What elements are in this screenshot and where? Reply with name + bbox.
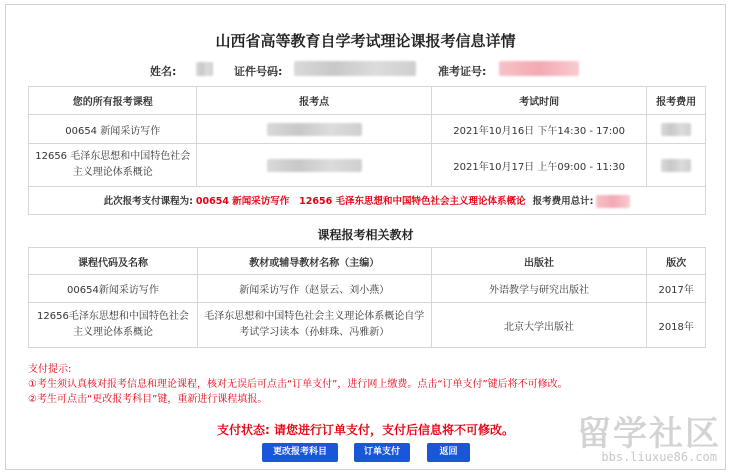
watermark-url: bbs.liuxue86.com xyxy=(601,450,717,464)
order-pay-button[interactable]: 订单支付 xyxy=(354,443,410,462)
material-edition-cell: 2018年 xyxy=(647,303,706,348)
materials-title: 课程报考相关教材 xyxy=(317,228,414,242)
fee-redacted xyxy=(661,123,691,136)
tips-line-2: ②考生可点击“更改报考科目”键，重新进行课程填报。 xyxy=(28,394,268,405)
exam-site-redacted xyxy=(267,123,362,136)
col-header: 教材或辅导教材名称（主编） xyxy=(197,248,431,275)
payment-status: 支付状态: 请您进行订单支付，支付后信息将不可修改。 xyxy=(217,423,514,437)
col-header: 考试时间 xyxy=(431,87,646,115)
col-header: 您的所有报考课程 xyxy=(29,87,197,115)
table-row xyxy=(29,275,706,303)
courses-table xyxy=(28,86,706,215)
col-header: 版次 xyxy=(647,248,706,275)
material-book-cell: 毛泽东思想和中国特色社会主义理论体系概论自学考试学习读本（孙蚌珠、冯雅新） xyxy=(197,303,431,348)
payment-tips xyxy=(28,362,568,407)
materials-header-row xyxy=(29,248,706,275)
fee-redacted xyxy=(661,159,691,172)
exam-site-cell xyxy=(197,144,431,187)
col-header: 出版社 xyxy=(431,248,647,275)
col-header: 报考点 xyxy=(197,87,431,115)
fee-total-redacted xyxy=(596,195,630,208)
ticket-label: 准考证号: xyxy=(438,65,487,78)
id-redacted xyxy=(294,61,416,76)
table-row xyxy=(29,144,706,187)
exam-site-cell xyxy=(197,115,431,144)
fee-cell xyxy=(647,115,706,144)
name-label: 姓名: xyxy=(150,65,177,78)
course-cell: 00654 新闻采访写作 xyxy=(29,115,197,144)
summary-row xyxy=(29,187,706,215)
watermark-logo: 留学社区 xyxy=(577,414,721,454)
summary-cell xyxy=(29,187,706,215)
table-row xyxy=(29,115,706,144)
material-course-cell: 00654新闻采访写作 xyxy=(29,275,198,303)
fee-cell xyxy=(647,144,706,187)
material-edition-cell: 2017年 xyxy=(647,275,706,303)
courses-header-row xyxy=(29,87,706,115)
fee-total-label: 报考费用总计: xyxy=(532,196,594,207)
exam-time-cell: 2021年10月16日 下午14:30 - 17:00 xyxy=(431,115,646,144)
material-course-cell: 12656毛泽东思想和中国特色社会主义理论体系概论 xyxy=(29,303,198,348)
id-label: 证件号码: xyxy=(234,65,283,78)
materials-table xyxy=(28,247,706,348)
page-title: 山西省高等教育自学考试理论课报考信息详情 xyxy=(215,32,516,50)
col-header: 课程代码及名称 xyxy=(29,248,198,275)
col-header: 报考费用 xyxy=(647,87,706,115)
summary-label: 此次报考支付课程为: xyxy=(103,196,193,207)
back-button[interactable]: 返回 xyxy=(427,443,470,462)
summary-courses: 00654 新闻采访写作 12656 毛泽东思想和中国特色社会主义理论体系概论 xyxy=(195,196,526,207)
material-publisher-cell: 外语教学与研究出版社 xyxy=(431,275,647,303)
material-book-cell: 新闻采访写作（赵景云、刘小燕） xyxy=(197,275,431,303)
exam-time-cell: 2021年10月17日 上午09:00 - 11:30 xyxy=(431,144,646,187)
name-redacted xyxy=(196,62,213,76)
table-row xyxy=(29,303,706,348)
tips-heading: 支付提示: xyxy=(28,364,72,375)
tips-line-1: ①考生须认真核对报考信息和理论课程，核对无误后可点击“订单支付”，进行网上缴费。点击“订单支付”键后将不可修改。 xyxy=(28,379,568,390)
exam-site-redacted xyxy=(267,159,362,172)
course-cell: 12656 毛泽东思想和中国特色社会主义理论体系概论 xyxy=(29,144,197,187)
ticket-redacted xyxy=(499,61,579,76)
change-courses-button[interactable]: 更改报考科目 xyxy=(262,443,338,462)
material-publisher-cell: 北京大学出版社 xyxy=(431,303,647,348)
